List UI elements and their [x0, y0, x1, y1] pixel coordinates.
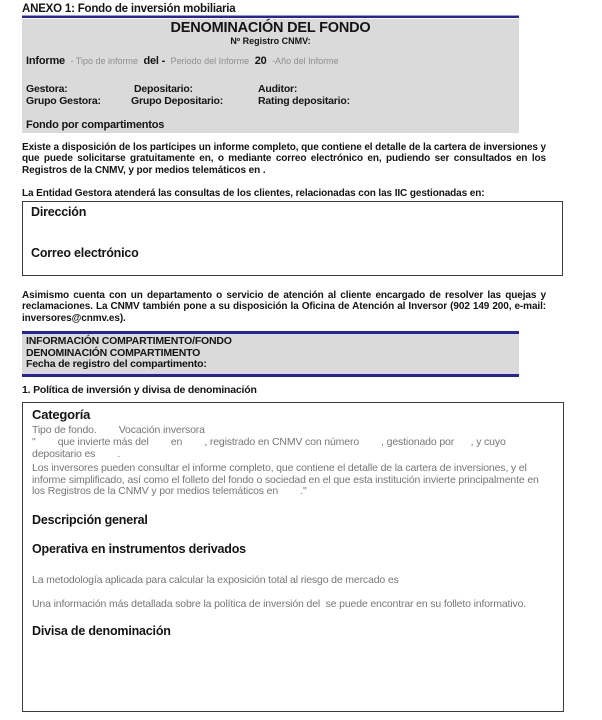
anexo-title: ANEXO 1: Fondo de inversión mobiliaria — [22, 3, 236, 15]
fund-description-template: " que invierte más del en , registrado en CNMV con número , gestionado por , y cuyo depositario es . — [32, 436, 509, 460]
contact-info-box — [22, 201, 563, 276]
fecha-registro-compartimento: Fecha de registro del compartimento: — [26, 358, 207, 371]
operativa-derivados-heading: Operativa en instrumentos derivados — [32, 542, 246, 556]
depositario-label: Depositario: — [134, 83, 193, 95]
tipo-fondo-vocacion-line: Tipo de fondo. Vocación inversora — [32, 424, 205, 436]
auditor-label: Auditor: — [258, 83, 298, 95]
informe-label: Informe — [26, 55, 65, 67]
paragraph-atencion-cliente: Asimismo cuenta con un departamento o servicio de atención al cliente encargado de resolver las quejas y reclamaciones. La CNMV también pone a su disposición la Oficina de Atención al Inversor (902 149 200, e-mail: inversores@cnmv.es). — [22, 290, 546, 324]
correo-electronico-label: Correo electrónico — [31, 246, 139, 260]
cnmv-registry-label: Nº Registro CNMV: — [230, 36, 311, 46]
anio-hint: -Año del Informe — [272, 56, 339, 66]
fund-name-title: DENOMINACIÓN DEL FONDO — [170, 20, 371, 36]
inversores-consulta-text: Los inversores pueden consultar el informe completo, que contiene el detalle de la cartera de inversiones, y el informe simplificado, así como el folleto del fondo o sociedad en el que esta institución invierte principalmente en los Registros de la CNMV y por medios telemáticos en ." — [32, 462, 542, 498]
paragraph-entidad-gestora: La Entidad Gestora atenderá las consultas de los clientes, relacionadas con las IIC gestionadas en: — [22, 188, 485, 199]
grupo-depositario-label: Grupo Depositario: — [131, 95, 224, 107]
direccion-label: Dirección — [31, 205, 87, 219]
investment-policy-box — [22, 402, 564, 712]
paragraph-informe-completo: Existe a disposición de los partícipes un informe completo, que contiene el detalle de la cartera de inversiones y que puede solicitarse gratuitamente en, o mediante correo electrónico en, pudiendo ser consultados en los Registros de la CNMV, y por medios telemáticos en . — [22, 142, 546, 176]
top-blue-rule — [22, 15, 519, 18]
gestora-label: Gestora: — [26, 83, 68, 95]
report-type-line — [26, 55, 342, 67]
denominacion-compartimento: DENOMINACIÓN COMPARTIMENTO — [26, 346, 201, 359]
fund-header-box — [22, 19, 519, 133]
info-compartimento-fondo: INFORMACIÓN COMPARTIMENTO/FONDO — [26, 335, 232, 347]
compartment-info-strip — [22, 331, 519, 377]
fondo-compartimentos-label: Fondo por compartimentos — [26, 119, 165, 131]
tipo-informe-hint: - Tipo de informe — [70, 56, 138, 66]
categoria-heading: Categoría — [32, 407, 91, 422]
del-label: del - — [143, 55, 166, 67]
rating-depositario-label: Rating depositario: — [258, 95, 350, 107]
info-detallada-text: Una información más detallada sobre la política de inversión del se puede encontrar en su folleto informativo. — [32, 598, 527, 610]
entities-row-1 — [26, 83, 514, 95]
section-1-heading: 1. Política de inversión y divisa de denominación — [22, 384, 257, 396]
metodologia-text: La metodología aplicada para calcular la exposición total al riesgo de mercado es — [32, 574, 399, 586]
descripcion-general-heading: Descripción general — [32, 513, 148, 527]
year-prefix: 20 — [254, 55, 267, 67]
grupo-gestora-label: Grupo Gestora: — [26, 95, 101, 107]
periodo-hint: Periodo del Informe — [170, 56, 250, 66]
divisa-denominacion-heading: Divisa de denominación — [32, 624, 171, 638]
entities-row-2 — [26, 95, 514, 107]
